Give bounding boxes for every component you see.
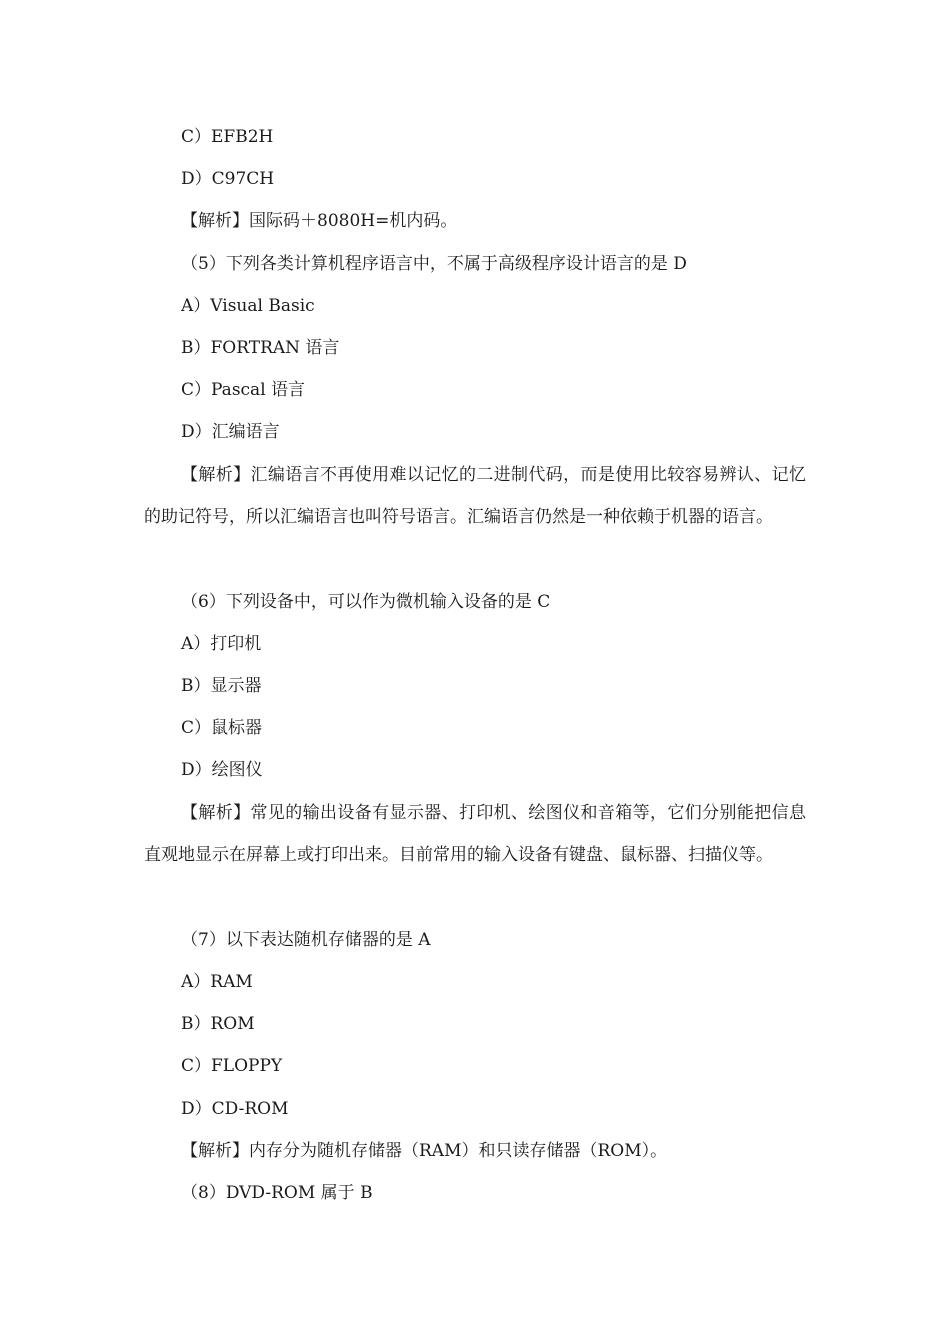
option-c-q4: C）EFB2H [181, 127, 274, 147]
option-d-q6: D）绘图仪 [181, 760, 263, 780]
option-c-q5: C）Pascal 语言 [181, 380, 306, 400]
analysis-q6: 【解析】常见的输出设备有显示器、打印机、绘图仪和音箱等，它们分别能把信息直观地显示在屏幕上或打印出来。目前常用的输入设备有键盘、鼠标器、扫描仪等。 [144, 803, 806, 865]
option-c-q6: C）鼠标器 [181, 718, 263, 738]
analysis-q4: 【解析】国际码＋8080H=机内码。 [181, 211, 458, 231]
option-b-q5: B）FORTRAN 语言 [181, 338, 340, 358]
question-8: （8）DVD-ROM 属于 B [181, 1183, 373, 1203]
question-6: （6）下列设备中，可以作为微机输入设备的是 C [181, 592, 551, 612]
option-a-q7: A）RAM [181, 972, 253, 992]
option-d-q5: D）汇编语言 [181, 422, 280, 442]
question-5: （5）下列各类计算机程序语言中，不属于高级程序设计语言的是 D [181, 254, 687, 274]
option-a-q6: A）打印机 [181, 634, 262, 654]
option-b-q6: B）显示器 [181, 676, 262, 696]
option-d-q7: D）CD-ROM [181, 1099, 289, 1119]
analysis-q5: 【解析】汇编语言不再使用难以记忆的二进制代码，而是使用比较容易辨认、记忆的助记符号，所以汇编语言也叫符号语言。汇编语言仍然是一种依赖于机器的语言。 [144, 465, 806, 527]
option-b-q7: B）ROM [181, 1014, 255, 1034]
option-a-q5: A）Visual Basic [181, 296, 315, 316]
option-d-q4: D）C97CH [181, 169, 275, 189]
question-7: （7）以下表达随机存储器的是 A [181, 930, 431, 950]
analysis-q7: 【解析】内存分为随机存储器（RAM）和只读存储器（ROM）。 [181, 1141, 668, 1161]
option-c-q7: C）FLOPPY [181, 1056, 283, 1076]
